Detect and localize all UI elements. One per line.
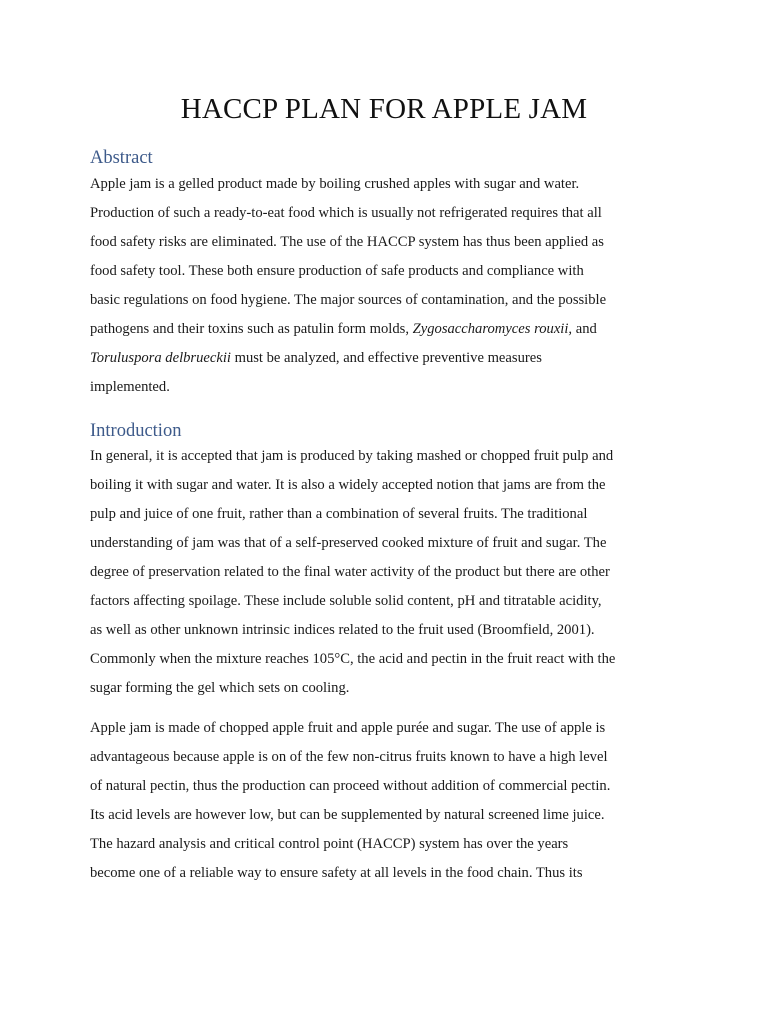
species-name-toruluspora: Toruluspora delbrueckii bbox=[90, 350, 231, 366]
text-line: advantageous because apple is on of the few non-citrus fruits known to have a high level bbox=[90, 749, 608, 765]
text-line: food safety risks are eliminated. The use of the HACCP system has thus been applied as bbox=[90, 234, 604, 250]
text-line: In general, it is accepted that jam is produced by taking mashed or chopped fruit pulp and bbox=[90, 448, 614, 464]
text-line: boiling it with sugar and water. It is also a widely accepted notion that jams are from the bbox=[90, 477, 606, 493]
text-line: basic regulations on food hygiene. The major sources of contamination, and the possible bbox=[90, 292, 607, 308]
section-heading-introduction: Introduction bbox=[90, 421, 182, 441]
text-line: Apple jam is made of chopped apple fruit and apple purée and sugar. The use of apple is bbox=[90, 720, 606, 736]
section-heading-abstract: Abstract bbox=[90, 148, 153, 168]
text-line: The hazard analysis and critical control point (HACCP) system has over the years bbox=[90, 836, 569, 852]
text-line: become one of a reliable way to ensure safety at all levels in the food chain. Thus its bbox=[90, 865, 583, 881]
species-name-zygosaccharomyces: Zygosaccharomyces rouxii, bbox=[412, 321, 573, 337]
text-line: as well as other unknown intrinsic indices related to the fruit used (Broomfield, 2001). bbox=[90, 622, 595, 638]
text-line: Production of such a ready-to-eat food which is usually not refrigerated requires that all bbox=[90, 205, 602, 221]
text-line: pulp and juice of one fruit, rather than a combination of several fruits. The traditional bbox=[90, 506, 588, 522]
text-line: food safety tool. These both ensure production of safe products and compliance with bbox=[90, 263, 584, 279]
text-line: implemented. bbox=[90, 379, 170, 395]
text-line bbox=[90, 344, 690, 373]
text-line: of natural pectin, thus the production can proceed without addition of commercial pectin. bbox=[90, 778, 611, 794]
introduction-paragraph-2 bbox=[90, 714, 690, 888]
text-line: Commonly when the mixture reaches 105°C, the acid and pectin in the fruit react with the bbox=[90, 651, 616, 667]
text-line: sugar forming the gel which sets on cooling. bbox=[90, 680, 350, 696]
introduction-paragraph-1 bbox=[90, 442, 690, 703]
text-line bbox=[90, 315, 690, 344]
text-run: pathogens and their toxins such as patulin form molds, bbox=[90, 321, 413, 337]
text-run: and bbox=[572, 321, 597, 337]
text-run: must be analyzed, and effective preventive measures bbox=[230, 350, 542, 366]
text-line: Apple jam is a gelled product made by boiling crushed apples with sugar and water. bbox=[90, 176, 580, 192]
document-title: HACCP PLAN FOR APPLE JAM bbox=[180, 93, 588, 125]
text-line: understanding of jam was that of a self-preserved cooked mixture of fruit and sugar. The bbox=[90, 535, 607, 551]
abstract-paragraph bbox=[90, 170, 690, 402]
text-line: Its acid levels are however low, but can be supplemented by natural screened lime juice. bbox=[90, 807, 605, 823]
text-line: degree of preservation related to the final water activity of the product but there are other bbox=[90, 564, 610, 580]
text-line: factors affecting spoilage. These include soluble solid content, pH and titratable acidity, bbox=[90, 593, 602, 609]
